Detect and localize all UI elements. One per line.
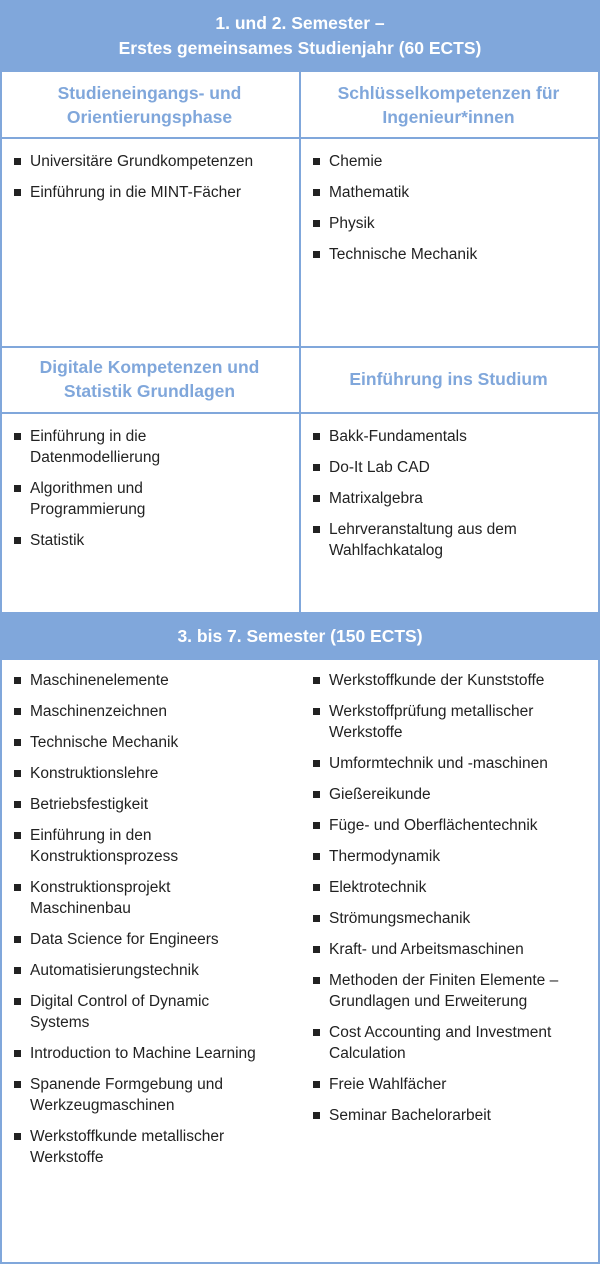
- course-item: Umformtechnik und -maschinen: [313, 753, 593, 774]
- course-item: Elektrotechnik: [313, 877, 593, 898]
- course-list-left: [14, 670, 299, 1178]
- course-item: Data Science for Engineers: [14, 929, 299, 950]
- list-item: Algorithmen und Programmierung: [14, 478, 184, 520]
- course-item: Freie Wahlfächer: [313, 1074, 593, 1095]
- list-item: Technische Mechanik: [313, 244, 593, 265]
- course-item: Gießereikunde: [313, 784, 593, 805]
- course-item: Füge- und Oberflächentechnik: [313, 815, 593, 836]
- list-item: Bakk-Fundamentals: [313, 426, 593, 447]
- course-item: Cost Accounting and Investment Calculation: [313, 1022, 583, 1064]
- module-title: Studieneingangs- und Orientierungsphase: [0, 72, 301, 139]
- list-item: Statistik: [14, 530, 294, 551]
- course-item: Maschinenelemente: [14, 670, 299, 691]
- course-item: Digital Control of Dynamic Systems: [14, 991, 244, 1033]
- header-line-1: 1. und 2. Semester –: [215, 13, 385, 33]
- course-item: Konstruktionsprojekt Maschinenbau: [14, 877, 194, 919]
- course-item: Konstruktionslehre: [14, 763, 299, 784]
- course-item: Methoden der Finiten Elemente – Grundlagen und Erweiterung: [313, 970, 578, 1012]
- course-item: Technische Mechanik: [14, 732, 299, 753]
- course-item: Werkstoffkunde metallischer Werkstoffe: [14, 1126, 264, 1168]
- course-item: Spanende Formgebung und Werkzeugmaschinen: [14, 1074, 264, 1116]
- module-title: Einführung ins Studium: [299, 346, 600, 414]
- course-item: Introduction to Machine Learning: [14, 1043, 299, 1064]
- course-item: Seminar Bachelorarbeit: [313, 1105, 593, 1126]
- course-item: Werkstoffprüfung metallischer Werkstoffe: [313, 701, 573, 743]
- course-item: Kraft- und Arbeitsmaschinen: [313, 939, 593, 960]
- list-item: Einführung in die MINT-Fächer: [14, 182, 294, 203]
- module-list: [313, 426, 593, 571]
- header-line: 3. bis 7. Semester (150 ECTS): [177, 626, 423, 646]
- course-item: Betriebsfestigkeit: [14, 794, 299, 815]
- module-list: [313, 151, 593, 275]
- course-item: Einführung in den Konstruktionsprozess: [14, 825, 194, 867]
- course-item: Thermodynamik: [313, 846, 593, 867]
- semester-1-2-header: [0, 0, 600, 72]
- list-item: Physik: [313, 213, 593, 234]
- module-list: [14, 151, 294, 213]
- list-item: Mathematik: [313, 182, 593, 203]
- course-item: Werkstoffkunde der Kunststoffe: [313, 670, 593, 691]
- course-list-right: [313, 670, 593, 1136]
- list-item: Matrixalgebra: [313, 488, 593, 509]
- module-title: Schlüsselkompetenzen für Ingenieur*innen: [299, 72, 600, 139]
- header-line-2: Erstes gemeinsames Studienjahr (60 ECTS): [118, 38, 482, 58]
- course-item: Maschinenzeichnen: [14, 701, 299, 722]
- module-title: Digitale Kompetenzen und Statistik Grundlagen: [0, 346, 301, 414]
- semester-3-7-header: [0, 613, 600, 660]
- course-item: Strömungsmechanik: [313, 908, 593, 929]
- list-item: Lehrveranstaltung aus dem Wahlfachkatalog: [313, 519, 553, 561]
- list-item: Do-It Lab CAD: [313, 457, 593, 478]
- module-list: [14, 426, 294, 561]
- list-item: Universitäre Grundkompetenzen: [14, 151, 294, 172]
- list-item: Chemie: [313, 151, 593, 172]
- course-item: Automatisierungstechnik: [14, 960, 299, 981]
- list-item: Einführung in die Datenmodellierung: [14, 426, 184, 468]
